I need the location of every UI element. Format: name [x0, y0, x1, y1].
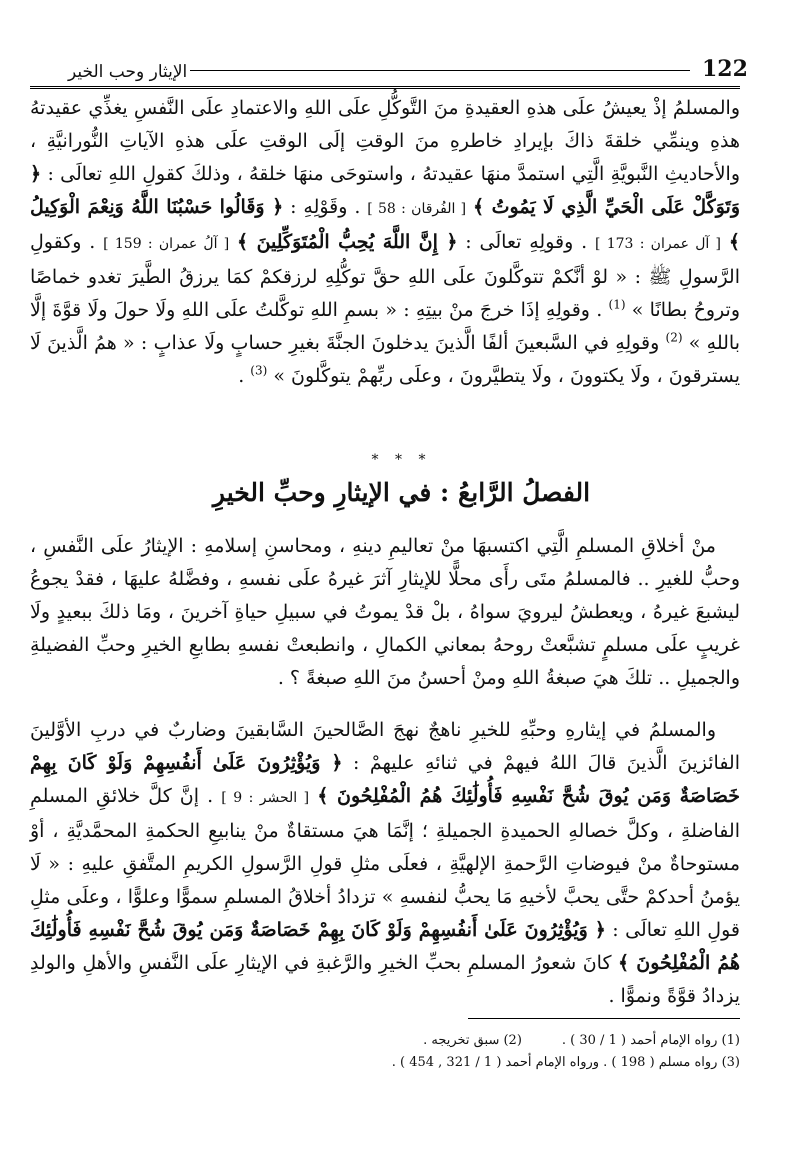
quran-verse: ﴿ وَقَالُوا حَسْبُنَا اللَّهُ وَنِعْمَ الْوَكِيلُ ﴾ [30, 196, 740, 253]
footnote-ref-1[interactable]: (1) [608, 297, 626, 312]
text-segment: . وقَوْلِهِ : [283, 196, 368, 218]
footnote-3: (3) رواه مسلم ( 198 ) . ورواه الإمام أحمد ( 1 / 321 , 454 ) . [391, 1055, 740, 1070]
footnote-divider [468, 1018, 740, 1019]
text-segment: . [238, 365, 251, 387]
footnote-ref-2[interactable]: (2) [665, 330, 683, 345]
verse-citation: [ آلُ عمران : 159 ] [103, 236, 230, 252]
quran-verse: ﴿ وَيُؤْثِرُونَ عَلَىٰ أَنفُسِهِمْ وَلَوْ كَانَ بِهِمْ خَصَاصَةٌ وَمَن يُوقَ شُحَّ نَفْسِهِ فَأُولَٰئِكَ هُمُ الْمُفْلِحُونَ ﴾ [30, 752, 741, 807]
text-segment: . وقولِهِ تعالَى : [457, 231, 595, 253]
text-segment: كانَ شعورُ المسلمِ بحبِّ الخيرِ والرَّغبةِ في الإيثارِ علَى النَّفسِ والأهلِ والولدِ يزدادُ قوَّةً ونموًّا . [30, 952, 740, 1007]
quran-verse: ﴿ إِنَّ اللَّهَ يُحِبُّ الْمُتَوَكِّلِينَ ﴾ [237, 231, 458, 253]
text-segment: . وقولِهِ إذَا خرجَ منْ بيتِهِ : « بسمِ اللهِ توكَّلتُ علَى اللهِ ولَا حولَ ولَا قوَّةَ إلَّا باللهِ » [30, 299, 740, 354]
paragraph-text: منْ أخلاقِ المسلمِ الَّتِي اكتسبهَا منْ تعاليمِ دينهِ ، ومحاسنِ إسلامهِ : الإيثارُ علَى النَّفسِ ، وحبُّ للغيرِ .. فالمسلمُ متَى رأَى محلًّا للإيثارِ آثرَ غيرهُ علَى نفسهِ ، وفضَّلهُ عليهَا ، فقدْ يجوعُ ليشبعَ غيرهُ ، ويعطشُ ليرويَ سواهُ ، بلْ قدْ يموتُ في سبيلِ حياةِ آخرينَ ، ومَا ذلكَ ببعيدٍ ولَا غريبٍ علَى مسلمٍ تشبَّعتْ روحهُ بمعاني الكمالِ ، وانطبعتْ نفسهِ بطابعِ الخيرِ وحبِّ الفضيلةِ والجميلِ .. تلكَ هيَ صبغةُ اللهِ ومنْ أحسنُ منَ اللهِ صبغةً ؟ . [30, 535, 740, 689]
footnote-1: (1) رواه الإمام أحمد ( 1 / 30 ) . [561, 1033, 740, 1048]
text-segment: والمسلمُ في إيثارهِ وحبِّهِ للخيرِ ناهجٌ نهجَ الصَّالحينَ السَّابقينَ وضاربٌ في دربِ الأوَّلينَ الفائزينَ الَّذينَ قالَ اللهُ فيهمْ في ثنائهِ عليهمْ : [30, 719, 740, 774]
page-number: 122 [702, 56, 748, 82]
section-separator: * * * [371, 452, 432, 468]
header-divider [30, 86, 740, 89]
paragraph-tawakkul [30, 92, 740, 393]
chapter-heading: الفصلُ الرَّابعُ : في الإيثارِ وحبِّ الخيرِ [212, 478, 591, 507]
paragraph-ithar-examples [30, 714, 740, 1013]
header-rule [190, 70, 690, 71]
verse-citation: [ الحشر : 9 ] [221, 790, 310, 806]
text-segment: . إنَّ كلَّ خلائقِ المسلمِ الفاضلةِ ، وكلَّ خصالهِ الحميدةِ الجميلةِ ؛ إنَّمَا هيَ مستقاةٌ منْ ينابيعِ الحكمةِ المحمَّديَّةِ ، أوْ مستوحاةٌ منْ فيوضاتِ الرَّحمةِ الإلهيَّةِ ، فعلَى مثلِ قولِ الرَّسولِ الكريمِ المتَّفقِ عليهِ : « لَا يؤمنُ أحدكمْ حتَّى يحبَّ لأخيهِ مَا يحبُّ لنفسهِ » تزدادُ أخلاقُ المسلمِ سموًّا وعلوًّا ، وعلَى مثلِ قولِ اللهِ تعالَى : [30, 785, 740, 941]
verse-citation: [ آل عمران : 173 ] [595, 236, 722, 252]
text-segment: والمسلمُ إذْ يعيشُ علَى هذهِ العقيدةِ منَ التَّوكُّلِ علَى اللهِ والاعتمادِ علَى النَّفسِ يغذِّي عقيدتهُ هذهِ وينمِّي خلقةَ ذاكَ بإيرادِ خاطرهِ منَ الوقتِ إلَى الوقتِ علَى هذهِ الآياتِ النُّورانيَّةِ ، والأحاديثِ النَّبويَّةِ الَّتِي استمدَّ منهَا عقيدتهُ ، واستوحَى منهَا خلقهُ ، وذلكَ كقولِ اللهِ تعالَى : [30, 97, 740, 185]
running-title: الإيثار وحب الخير [68, 62, 188, 82]
text-segment: . وكقولِ الرَّسولِ ﷺ : « لوْ أنَّكمْ تتوكَّلونَ علَى اللهِ حقَّ توكُّلِهِ لرزقكمْ كمَا يرزقُ الطَّيرَ تغدو خماصًا وتروحُ بطانًا » [30, 231, 740, 321]
footnotes [30, 1030, 740, 1074]
paragraph-ithar-intro [30, 530, 740, 695]
footnote-ref-3[interactable]: (3) [250, 363, 268, 378]
quran-verse: ﴿ وَيُؤْثِرُونَ عَلَىٰ أَنفُسِهِمْ وَلَوْ كَانَ بِهِمْ خَصَاصَةٌ وَمَن يُوقَ شُحَّ نَفْسِهِ فَأُولَٰئِكَ هُمُ الْمُفْلِحُونَ ﴾ [30, 919, 740, 974]
footnote-2: (2) سبق تخريجه . [423, 1033, 522, 1048]
page-header [30, 56, 748, 86]
quran-verse: ﴿ وَتَوَكَّلْ عَلَى الْحَيِّ الَّذِي لَا يَمُوتُ ﴾ [30, 163, 740, 218]
verse-citation: [ الفُرقان : 58 ] [367, 201, 467, 217]
text-segment: وقولِهِ في السَّبعينَ ألفًا الَّذينَ يدخلونَ الجنَّةَ بغيرِ حسابٍ ولَا عذابٍ : « همُ الَّذينَ لَا يسترقونَ ، ولَا يكتوونَ ، ولَا يتطيَّرونَ ، وعلَى ربِّهمْ يتوكَّلونَ » [30, 332, 740, 387]
